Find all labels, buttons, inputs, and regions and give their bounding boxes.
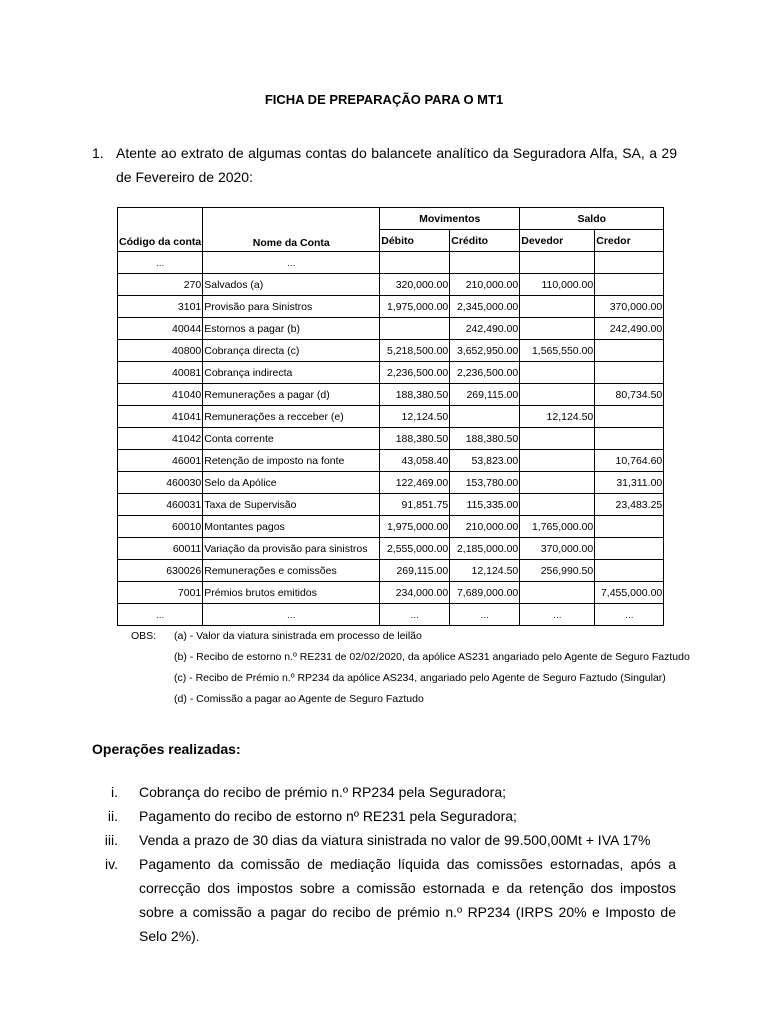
debit-value: 91,851.75 — [380, 494, 450, 516]
list-item — [92, 804, 676, 828]
table-row — [118, 472, 664, 494]
account-name: Remunerações a recceber (e) — [203, 406, 380, 428]
table-row — [118, 582, 664, 604]
account-code: 40044 — [118, 318, 203, 340]
account-code: 3101 — [118, 296, 203, 318]
account-code: 270 — [118, 274, 203, 296]
list-item — [92, 828, 676, 852]
debtor-value — [520, 362, 595, 384]
question-1 — [92, 141, 677, 189]
item-number: i. — [111, 784, 118, 800]
obs-label: OBS: — [131, 630, 157, 642]
ellipsis-cell: … — [450, 604, 520, 626]
creditor-value: 242,490.00 — [595, 318, 664, 340]
balance-table — [117, 207, 664, 626]
account-name: Prémios brutos emitidos — [203, 582, 380, 604]
credit-value: 210,000.00 — [450, 274, 520, 296]
empty-cell — [595, 252, 664, 274]
creditor-value — [595, 274, 664, 296]
credit-value: 2,345,000.00 — [450, 296, 520, 318]
creditor-value: 370,000.00 — [595, 296, 664, 318]
credit-value: 210,000.00 — [450, 516, 520, 538]
debit-value: 269,115.00 — [380, 560, 450, 582]
credit-value: 7,689,000.00 — [450, 582, 520, 604]
debit-value: 122,469.00 — [380, 472, 450, 494]
debtor-value: 1,765,000.00 — [520, 516, 595, 538]
debit-value: 188,380.50 — [380, 384, 450, 406]
debtor-value — [520, 384, 595, 406]
debit-value: 188,380.50 — [380, 428, 450, 450]
creditor-value: 10,764.60 — [595, 450, 664, 472]
creditor-value: 7,455,000.00 — [595, 582, 664, 604]
account-name: Selo da Apólice — [203, 472, 380, 494]
account-name: Cobrança directa (c) — [203, 340, 380, 362]
account-name: Provisão para Sinistros — [203, 296, 380, 318]
debtor-value — [520, 296, 595, 318]
creditor-value — [595, 560, 664, 582]
debit-value: 2,236,500.00 — [380, 362, 450, 384]
debtor-value — [520, 582, 595, 604]
ellipsis-cell: … — [118, 252, 203, 274]
debtor-value: 12,124.50 — [520, 406, 595, 428]
debtor-value — [520, 494, 595, 516]
credit-value: 188,380.50 — [450, 428, 520, 450]
debit-value: 234,000.00 — [380, 582, 450, 604]
account-name: Retenção de imposto na fonte — [203, 450, 380, 472]
debit-value — [380, 318, 450, 340]
empty-cell — [520, 252, 595, 274]
ellipsis-cell: … — [380, 604, 450, 626]
header-movements: Movimentos — [380, 208, 520, 230]
account-name: Cobrança indirecta — [203, 362, 380, 384]
table-row — [118, 318, 664, 340]
table-row — [118, 494, 664, 516]
item-text: Cobrança do recibo de prémio n.º RP234 pela Seguradora; — [139, 784, 507, 800]
debit-value: 1,975,000.00 — [380, 516, 450, 538]
item-number: iv. — [105, 856, 118, 872]
account-code: 41042 — [118, 428, 203, 450]
list-item — [92, 780, 676, 804]
table-row — [118, 450, 664, 472]
table-row — [118, 274, 664, 296]
account-code: 460031 — [118, 494, 203, 516]
ellipsis-cell: … — [203, 252, 380, 274]
debit-value: 5,218,500.00 — [380, 340, 450, 362]
debit-value: 320,000.00 — [380, 274, 450, 296]
account-name: Remunerações e comissões — [203, 560, 380, 582]
item-text: Pagamento do recibo de estorno nº RE231 pela Seguradora; — [139, 808, 517, 824]
debtor-value — [520, 472, 595, 494]
ellipsis-cell: … — [118, 604, 203, 626]
obs-note: (a) - Valor da viatura sinistrada em processo de leilão — [174, 630, 422, 642]
item-text: Pagamento da comissão de mediação líquida das comissões estornadas, após a correcção dos impostos sobre a comissão estornada e da retenção dos impostos sobre a comissão a pagar do recibo de prémio n.º RP234 (IRPS 20% e Imposto de Selo 2%). — [139, 856, 676, 944]
ellipsis-cell: … — [203, 604, 380, 626]
table-row-ellipsis-top — [118, 252, 664, 274]
ellipsis-cell: … — [595, 604, 664, 626]
page-title: FICHA DE PREPARAÇÃO PARA O MT1 — [264, 92, 504, 107]
debtor-value: 110,000.00 — [520, 274, 595, 296]
obs-section — [131, 626, 690, 710]
obs-note: (d) - Comissão a pagar ao Agente de Seguro Faztudo — [174, 693, 424, 705]
credit-value: 115,335.00 — [450, 494, 520, 516]
creditor-value: 23,483.25 — [595, 494, 664, 516]
debtor-value: 256,990.50 — [520, 560, 595, 582]
table-row — [118, 362, 664, 384]
empty-cell — [380, 252, 450, 274]
item-number: ii. — [107, 808, 118, 824]
creditor-value: 31,311.00 — [595, 472, 664, 494]
account-name: Salvados (a) — [203, 274, 380, 296]
empty-cell — [450, 252, 520, 274]
debtor-value: 370,000.00 — [520, 538, 595, 560]
creditor-value — [595, 362, 664, 384]
table-row — [118, 340, 664, 362]
account-name: Remunerações a pagar (d) — [203, 384, 380, 406]
account-code: 40081 — [118, 362, 203, 384]
credit-value: 242,490.00 — [450, 318, 520, 340]
account-code: 60011 — [118, 538, 203, 560]
header-code: Código da conta — [118, 208, 203, 252]
header-creditor: Credor — [595, 230, 664, 252]
credit-value — [450, 406, 520, 428]
account-code: 460030 — [118, 472, 203, 494]
table-row — [118, 406, 664, 428]
question-number: 1. — [92, 145, 104, 161]
ellipsis-cell: … — [520, 604, 595, 626]
account-code: 60010 — [118, 516, 203, 538]
header-balance: Saldo — [520, 208, 664, 230]
credit-value: 153,780.00 — [450, 472, 520, 494]
header-debtor: Devedor — [520, 230, 595, 252]
account-name: Taxa de Supervisão — [203, 494, 380, 516]
table-row — [118, 560, 664, 582]
debtor-value: 1,565,550.00 — [520, 340, 595, 362]
debit-value: 12,124.50 — [380, 406, 450, 428]
debtor-value — [520, 450, 595, 472]
account-name: Montantes pagos — [203, 516, 380, 538]
table-row — [118, 296, 664, 318]
debtor-value — [520, 428, 595, 450]
creditor-value — [595, 406, 664, 428]
header-debit: Débito — [380, 230, 450, 252]
credit-value: 53,823.00 — [450, 450, 520, 472]
table-row — [118, 516, 664, 538]
question-text: Atente ao extrato de algumas contas do balancete analítico da Seguradora Alfa, SA, a 29 de Fevereiro de 2020: — [116, 145, 677, 185]
table-row — [118, 428, 664, 450]
item-text: Venda a prazo de 30 dias da viatura sinistrada no valor de 99.500,00Mt + IVA 17% — [139, 832, 651, 848]
credit-value: 3,652,950.00 — [450, 340, 520, 362]
credit-value: 269,115.00 — [450, 384, 520, 406]
item-number: iii. — [104, 832, 118, 848]
obs-note: (b) - Recibo de estorno n.º RE231 de 02/02/2020, da apólice AS231 angariado pelo Agente de Seguro Faztudo — [174, 651, 690, 663]
account-code: 7001 — [118, 582, 203, 604]
account-code: 46001 — [118, 450, 203, 472]
operations-list — [92, 780, 676, 948]
operations-heading: Operações realizadas: — [92, 741, 241, 757]
debit-value: 43,058.40 — [380, 450, 450, 472]
obs-note: (c) - Recibo de Prémio n.º RP234 da apólice AS234, angariado pelo Agente de Seguro Faztudo (Singular) — [174, 672, 666, 684]
header-name: Nome da Conta — [203, 208, 380, 252]
header-credit: Crédito — [450, 230, 520, 252]
table-row — [118, 384, 664, 406]
account-code: 41040 — [118, 384, 203, 406]
credit-value: 12,124.50 — [450, 560, 520, 582]
creditor-value: 80,734.50 — [595, 384, 664, 406]
credit-value: 2,236,500.00 — [450, 362, 520, 384]
debit-value: 2,555,000.00 — [380, 538, 450, 560]
account-name: Conta corrente — [203, 428, 380, 450]
account-code: 41041 — [118, 406, 203, 428]
creditor-value — [595, 428, 664, 450]
list-item — [92, 852, 676, 948]
debtor-value — [520, 318, 595, 340]
account-code: 40800 — [118, 340, 203, 362]
table-row — [118, 538, 664, 560]
creditor-value — [595, 538, 664, 560]
credit-value: 2,185,000.00 — [450, 538, 520, 560]
table-row-ellipsis-bottom — [118, 604, 664, 626]
account-name: Estornos a pagar (b) — [203, 318, 380, 340]
account-name: Variação da provisão para sinistros — [203, 538, 380, 560]
creditor-value — [595, 516, 664, 538]
creditor-value — [595, 340, 664, 362]
account-code: 630026 — [118, 560, 203, 582]
debit-value: 1,975,000.00 — [380, 296, 450, 318]
